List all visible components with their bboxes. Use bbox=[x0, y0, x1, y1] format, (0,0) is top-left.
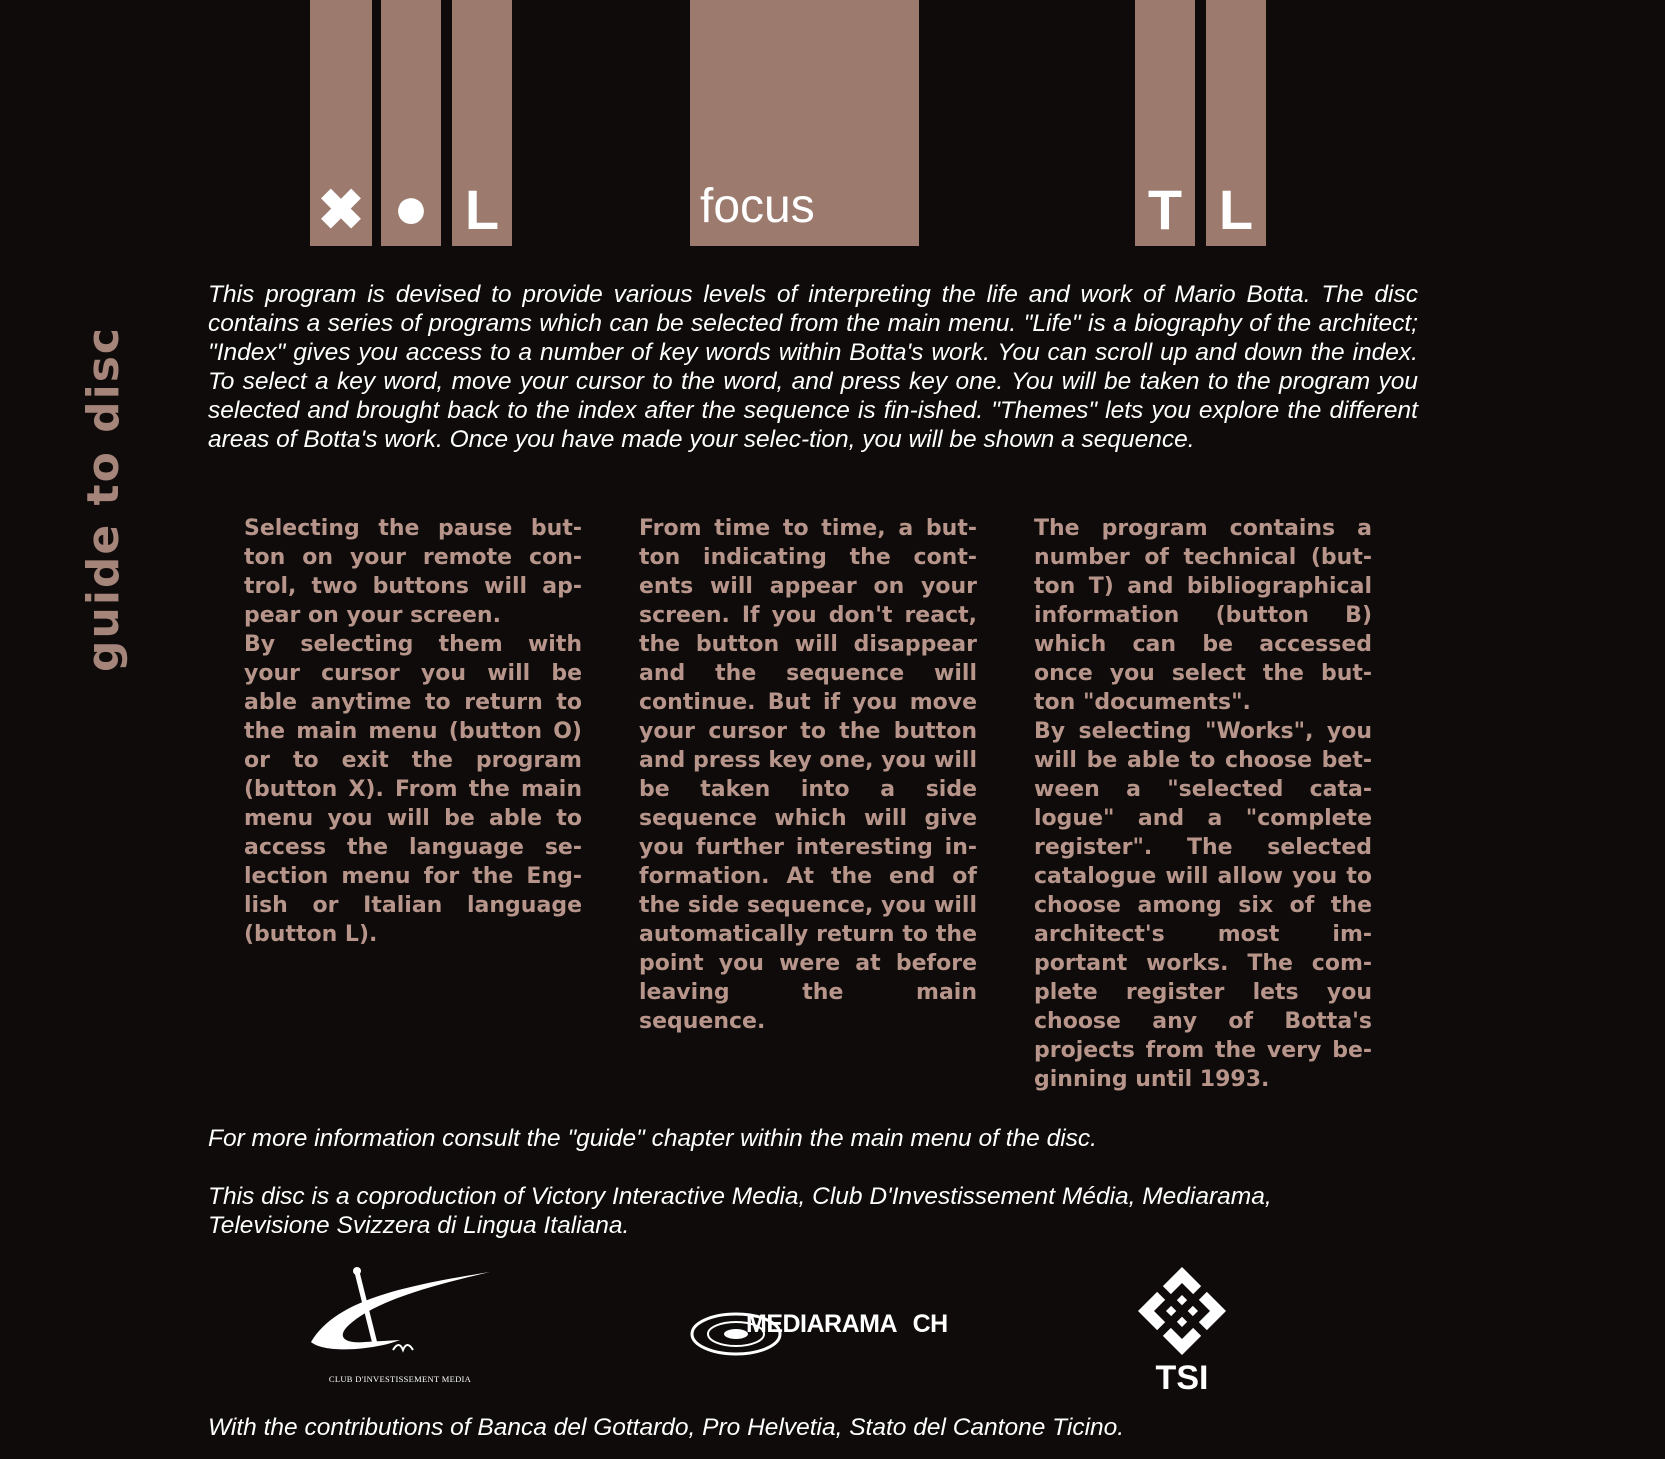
language-bar bbox=[452, 0, 512, 246]
technical-letter: T bbox=[1147, 178, 1183, 241]
mediarama-country: CH bbox=[912, 1310, 948, 1338]
tsi-wordmark: TSI bbox=[1155, 1359, 1209, 1397]
more-info-note: For more information consult the "guide" chapter within the main menu of the disc. bbox=[208, 1125, 1097, 1152]
column-documents-works: The program contains a number of technical (but-ton T) and bibliographical information (button B) which can be accessed once you select the but-ton "documents". By selecting "Works", you will be able to choose bet-ween a "selected cata-logue" and a "complete register". The selected catalogue will allow you to choose among six of the architect's most im-portant works. The com-plete register lets you choose any of Botta's projects from the very be-ginning until 1993. bbox=[1034, 516, 1372, 1092]
menu-bar bbox=[381, 0, 441, 246]
language-bar-right bbox=[1206, 0, 1266, 246]
cim-caption: CLUB D'INVESTISSEMENT MEDIA bbox=[328, 1374, 472, 1384]
focus-label: focus bbox=[700, 180, 815, 233]
menu-dot-icon: ● bbox=[392, 174, 430, 241]
exit-bar bbox=[310, 0, 372, 246]
club-investissement-media-logo bbox=[305, 1262, 495, 1392]
column-side-sequences: From time to time, a but-ton indicating the cont-ents will appear on your screen. If you don't react, the button will disappear and the sequence will continue. But if you move your cursor to the button and press key one, you will be taken into a side sequence which will give you further interesting in-formation. At the end of the side sequence, you will automatically return to the point you were at before leaving the main sequence. bbox=[639, 516, 977, 1034]
contributions-note: With the contributions of Banca del Gottardo, Pro Helvetia, Stato del Cantone Ticino. bbox=[208, 1414, 1125, 1441]
column-navigation: Selecting the pause but-ton on your remote con-trol, two buttons will ap-pear on your screen. By selecting them with your cursor you will be able anytime to return to the main menu (button O) or to exit the program (button X). From the main menu you will be able to access the language se-lection menu for the Eng-lish or Italian language (button L). bbox=[244, 516, 582, 947]
focus-block bbox=[690, 0, 919, 246]
language-letter-right: L bbox=[1218, 178, 1254, 241]
mediarama-name: MEDIARAMA bbox=[746, 1310, 897, 1338]
cim-swoosh-icon bbox=[305, 1262, 495, 1372]
language-letter: L bbox=[464, 178, 500, 241]
mediarama-logo bbox=[688, 1298, 948, 1360]
exit-icon: ✖ bbox=[317, 178, 365, 241]
coproduction-note: This disc is a coproduction of Victory Interactive Media, Club D'Investissement Média, Mediarama, Televisione Svizzera di Lingua Italiana. bbox=[208, 1183, 1272, 1239]
technical-bar bbox=[1135, 0, 1195, 246]
tsi-logo bbox=[1132, 1265, 1232, 1400]
tsi-emblem-icon bbox=[1132, 1265, 1232, 1360]
side-title: guide to disc bbox=[78, 326, 129, 672]
mediarama-wordmark bbox=[746, 1310, 948, 1339]
intro-paragraph: This program is devised to provide various levels of interpreting the life and work of Mario Botta. The disc contains a series of programs which can be selected from the main menu. "Life" is a biography of the architect; "Index" gives you access to a number of key words within Botta's work. You can scroll up and down the index. To select a key word, move your cursor to the word, and press key one. You will be taken to the program you selected and brought back to the index after the sequence is fin-ished. "Themes" lets you explore the different areas of Botta's work. Once you have made your selec-tion, you will be shown a sequence. bbox=[208, 281, 1418, 453]
